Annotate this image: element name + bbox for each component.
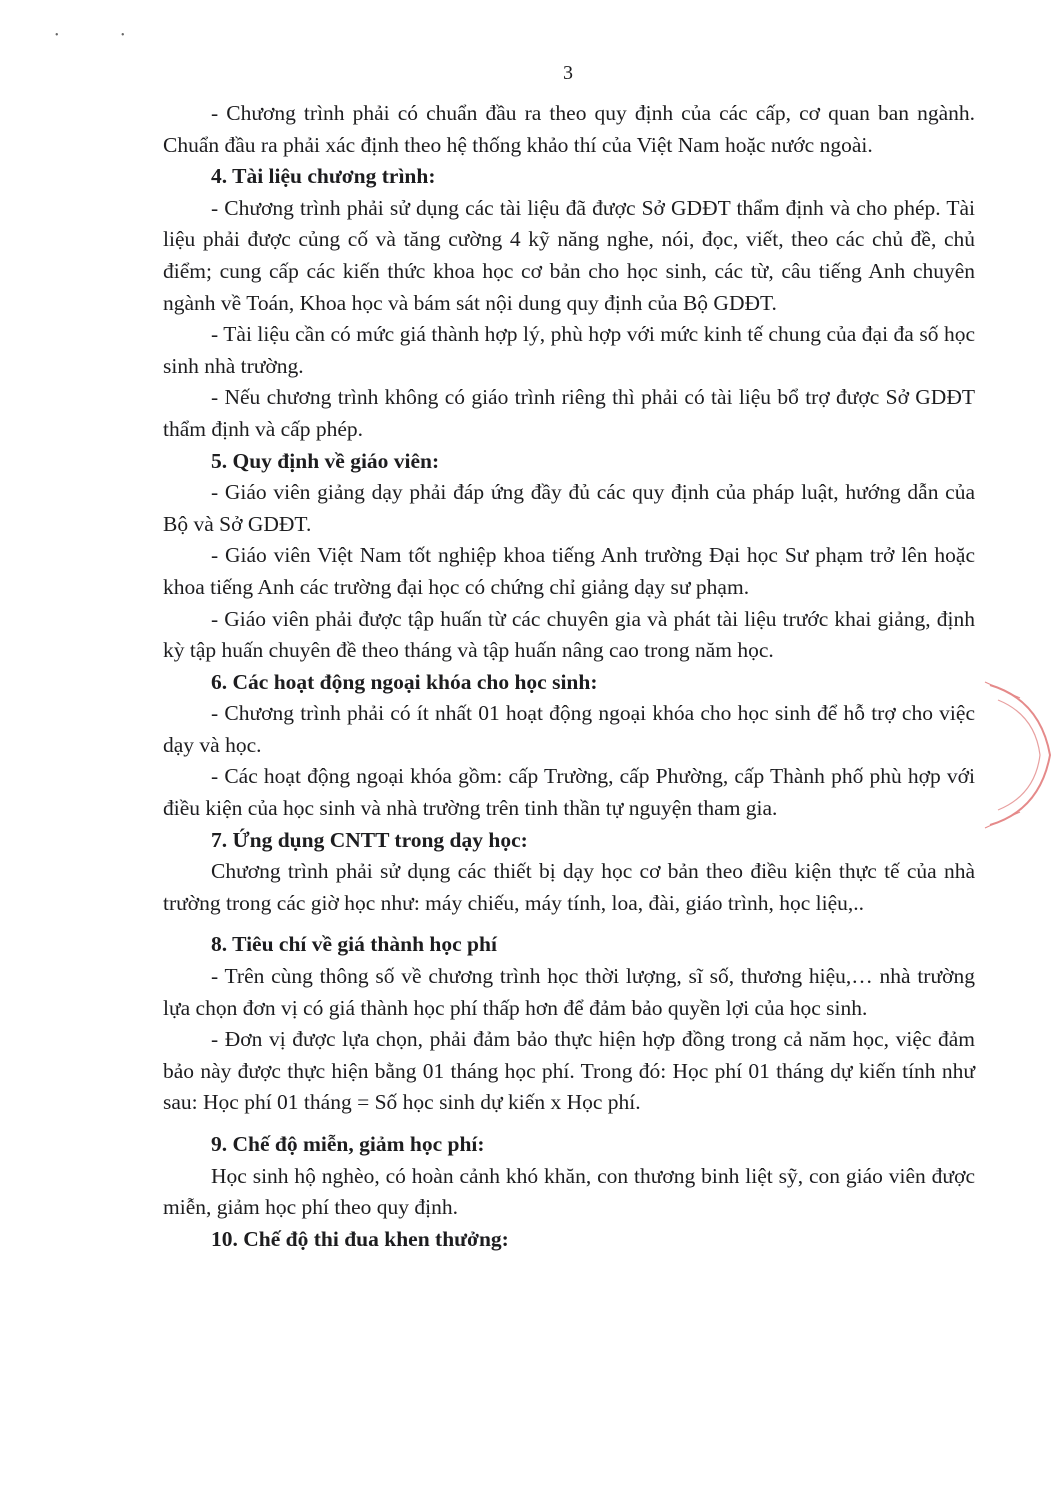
body-paragraph: - Nếu chương trình không có giáo trình riêng thì phải có tài liệu bổ trợ được Sở GDĐT thẩm định và cấp phép.	[163, 385, 975, 441]
red-stamp-fragment	[980, 680, 1060, 830]
body-paragraph: - Các hoạt động ngoại khóa gồm: cấp Trường, cấp Phường, cấp Thành phố phù hợp với điều kiện của học sinh và nhà trường trên tinh thần tự nguyện tham gia.	[163, 764, 975, 821]
body-paragraph: - Giáo viên giảng dạy phải đáp ứng đầy đủ các quy định của pháp luật, hướng dẫn của Bộ và Sở GDĐT.	[163, 480, 975, 536]
body-paragraph: - Chương trình phải sử dụng các tài liệu đã được Sở GDĐT thẩm định và cho phép. Tài liệu phải được củng cố và tăng cường 4 kỹ năng nghe, nói, đọc, viết, theo các chủ đề, chủ điểm; cung cấp các kiến thức khoa học cơ bản cho học sinh, các từ, câu tiếng Anh chuyên ngành về Toán, Khoa học và bám sát nội dung quy định của Bộ GDĐT.	[163, 195, 975, 315]
body-paragraph: - Chương trình phải có ít nhất 01 hoạt động ngoại khóa cho học sinh để hỗ trợ cho việc dạy và học.	[163, 701, 975, 757]
paragraph-gap	[163, 1119, 975, 1129]
body-paragraph: Học sinh hộ nghèo, có hoàn cảnh khó khăn, con thương binh liệt sỹ, con giáo viên được miễn, giảm học phí theo quy định.	[163, 1163, 975, 1220]
body-paragraph: - Chương trình phải có chuẩn đầu ra theo quy định của các cấp, cơ quan ban ngành. Chuẩn đầu ra phải xác định theo hệ thống khảo thí của Việt Nam hoặc nước ngoài.	[163, 101, 975, 157]
paragraph-gap	[163, 919, 975, 929]
document-body	[163, 98, 975, 1255]
body-paragraph: - Tài liệu cần có mức giá thành hợp lý, phù hợp với mức kinh tế chung của đại đa số học sinh nhà trường.	[163, 322, 975, 378]
body-paragraph: - Trên cùng thông số về chương trình học thời lượng, sĩ số, thương hiệu,… nhà trường lựa chọn đơn vị có giá thành học phí thấp hơn để đảm bảo quyền lợi của học sinh.	[163, 964, 975, 1020]
section-heading: 10. Chế độ thi đua khen thưởng:	[211, 1226, 509, 1251]
body-paragraph: - Giáo viên phải được tập huấn từ các chuyên gia và phát tài liệu trước khai giảng, định kỳ tập huấn chuyên đề theo tháng và tập huấn nâng cao trong năm học.	[163, 606, 975, 663]
section-heading: 7. Ứng dụng CNTT trong dạy học:	[211, 827, 528, 852]
body-paragraph: - Đơn vị được lựa chọn, phải đảm bảo thực hiện hợp đồng trong cả năm học, việc đảm bảo này được thực hiện bằng 01 tháng học phí. Trong đó: Học phí 01 tháng dự kiến tính như sau: Học phí 01 tháng = Số học sinh dự kiến x Học phí.	[163, 1027, 975, 1115]
section-heading: 8. Tiêu chí về giá thành học phí	[211, 932, 497, 957]
body-paragraph: Chương trình phải sử dụng các thiết bị dạy học cơ bản theo điều kiện thực tế của nhà trường trong các giờ học như: máy chiếu, máy tính, loa, đài, giáo trình, học liệu,..	[163, 859, 975, 915]
corner-marks: • •	[55, 30, 155, 41]
body-paragraph: - Giáo viên Việt Nam tốt nghiệp khoa tiếng Anh trường Đại học Sư phạm trở lên hoặc khoa tiếng Anh các trường đại học có chứng chỉ giảng dạy sư phạm.	[163, 543, 975, 599]
section-heading: 6. Các hoạt động ngoại khóa cho học sinh:	[211, 669, 598, 694]
section-heading: 5. Quy định về giáo viên:	[211, 448, 440, 473]
section-heading: 4. Tài liệu chương trình:	[211, 164, 436, 189]
page-number: 3	[563, 62, 573, 84]
section-heading: 9. Chế độ miễn, giảm học phí:	[211, 1132, 485, 1156]
